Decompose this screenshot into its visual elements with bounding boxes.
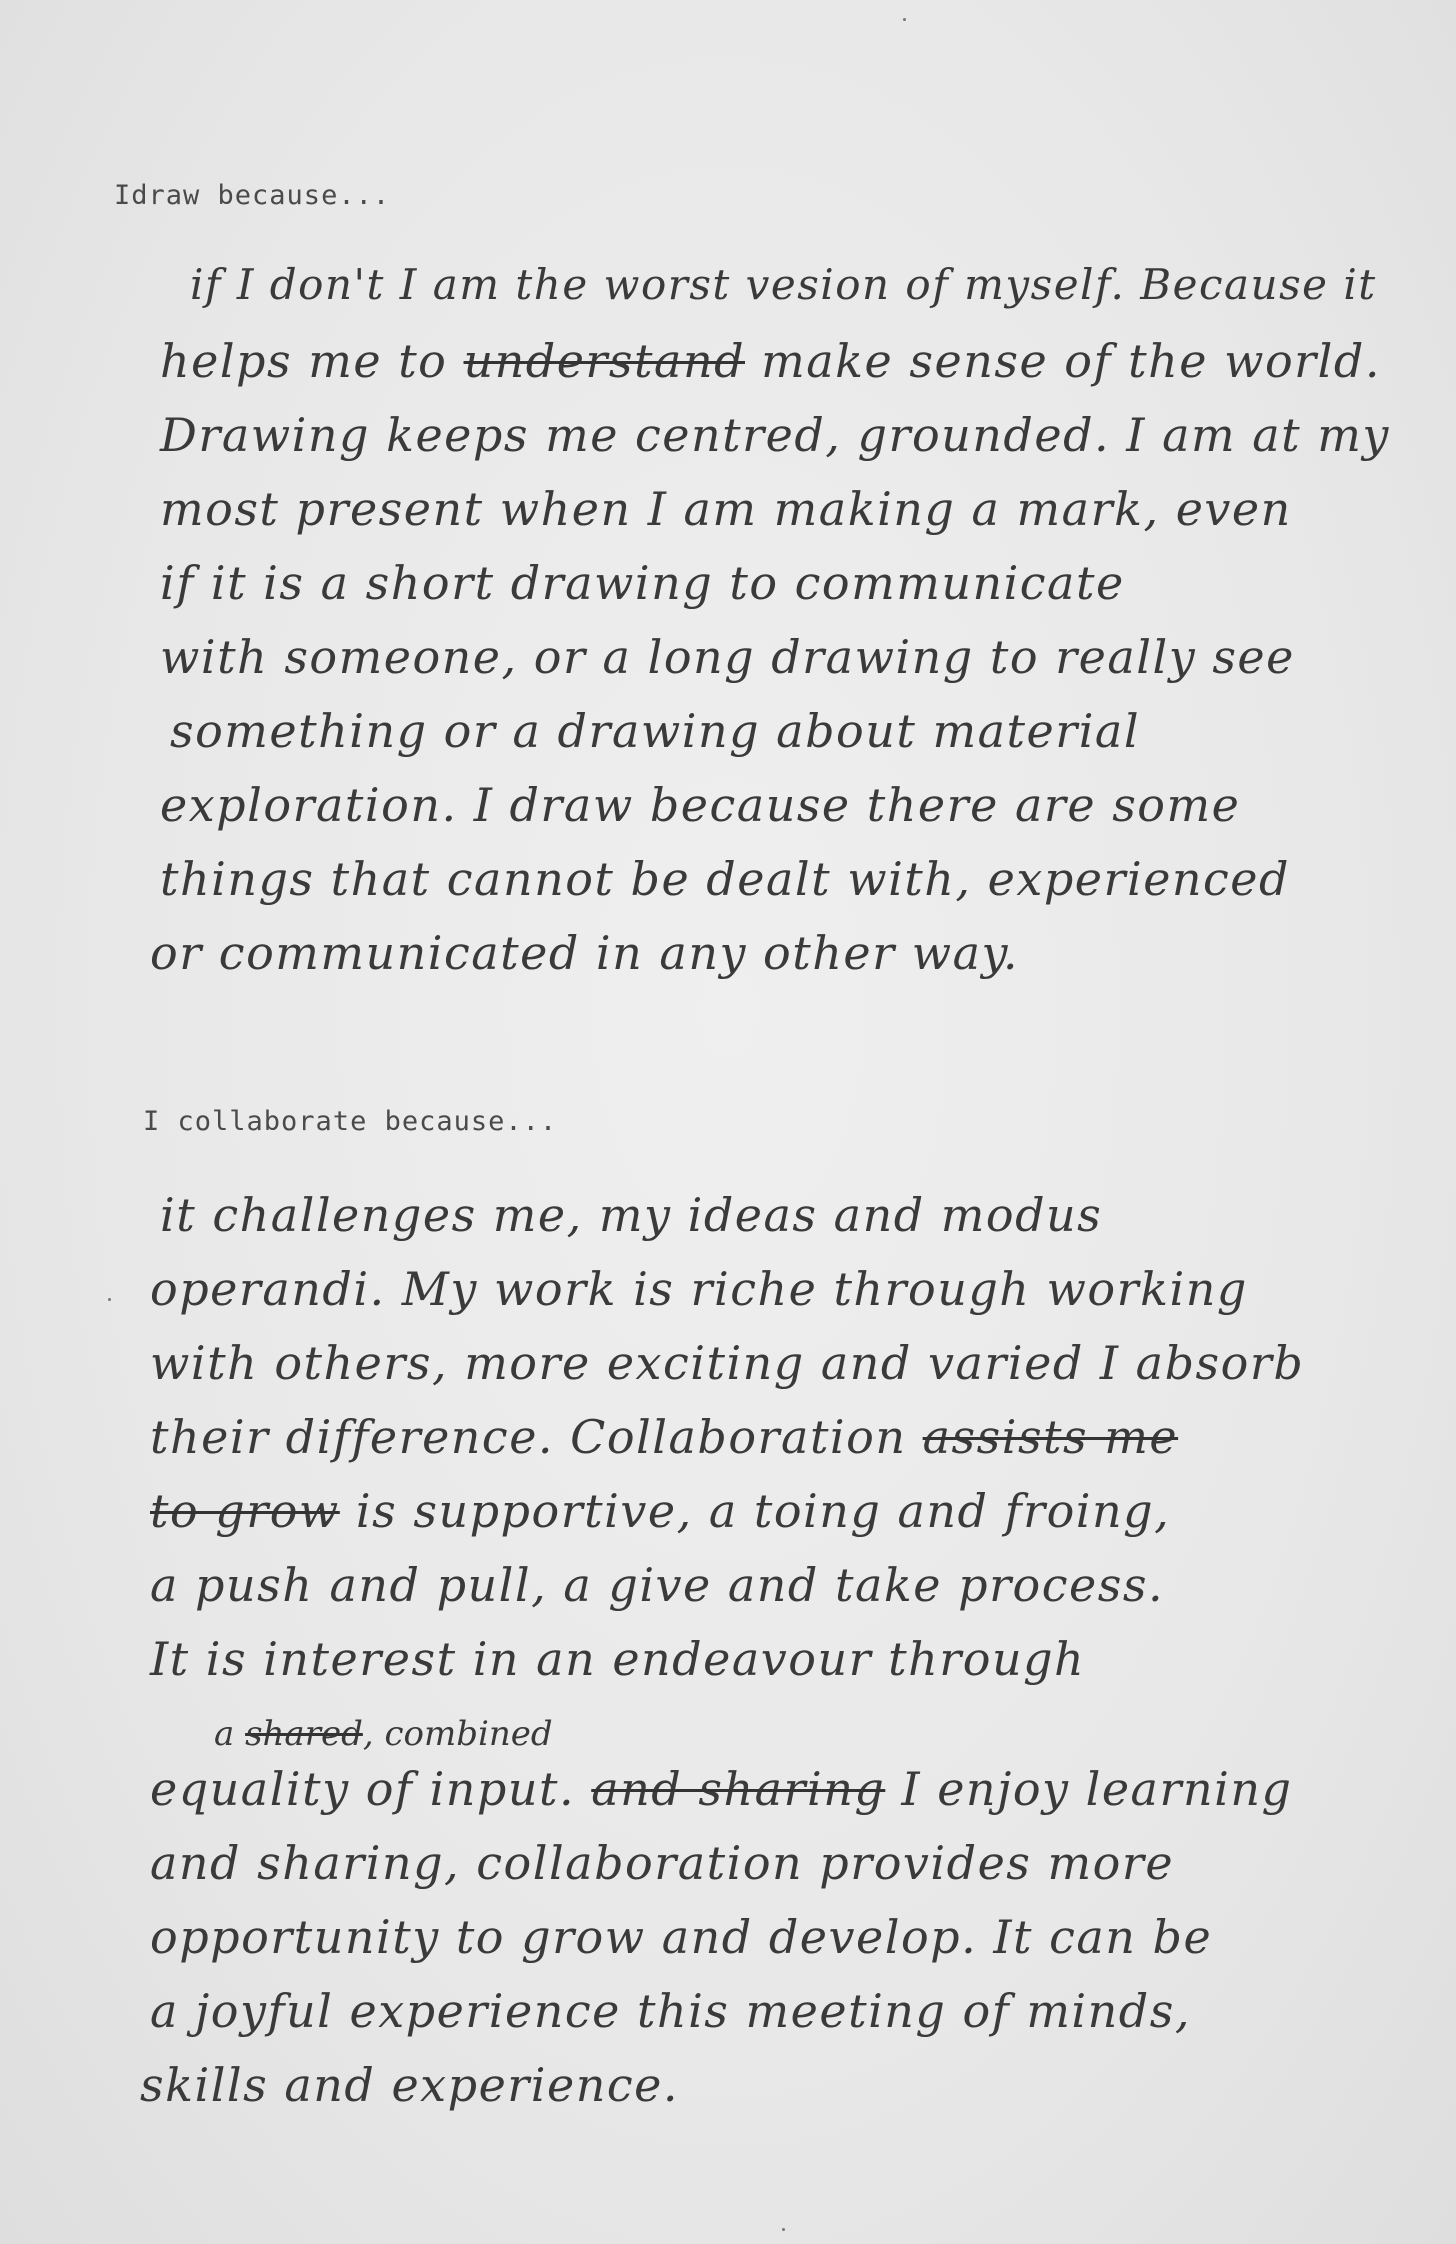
handwritten-line: if I don't I am the worst vesion of myself. Because it <box>190 260 1377 309</box>
section2-heading: I collaborate because... <box>143 1106 558 1137</box>
handwritten-line: things that cannot be dealt with, experienced <box>160 852 1290 906</box>
handwritten-line: if it is a short drawing to communicate <box>160 556 1125 610</box>
struck-word: shared <box>245 1714 363 1754</box>
line-text: equality of input. <box>150 1762 592 1816</box>
handwritten-line: with someone, or a long drawing to really see <box>160 630 1295 684</box>
line-text: helps me to <box>160 334 464 388</box>
paper-speck <box>903 18 906 21</box>
handwritten-line: It is interest in an endeavour through <box>150 1632 1086 1686</box>
handwritten-line: skills and experience. <box>140 2058 679 2112</box>
line-text: is supportive, a toing and froing, <box>339 1484 1171 1538</box>
handwritten-line <box>150 1484 1170 1538</box>
handwritten-line: and sharing, collaboration provides more <box>150 1836 1175 1890</box>
handwritten-line: with others, more exciting and varied I absorb <box>150 1336 1305 1390</box>
struck-word: to grow <box>150 1484 340 1538</box>
handwritten-line <box>150 1410 1178 1464</box>
line-text: I enjoy learning <box>885 1762 1293 1816</box>
inserted-text <box>214 1714 553 1754</box>
struck-word: assists me <box>922 1410 1179 1464</box>
struck-word: and sharing <box>591 1762 886 1816</box>
handwritten-line <box>150 1762 1292 1816</box>
line-text: a <box>214 1714 246 1754</box>
handwritten-line: it challenges me, my ideas and modus <box>160 1188 1103 1242</box>
handwritten-line: a push and pull, a give and take process. <box>150 1558 1165 1612</box>
paper-speck <box>108 1298 111 1301</box>
paper-speck <box>782 2228 785 2231</box>
line-text: their difference. Collaboration <box>150 1410 923 1464</box>
handwritten-line <box>160 334 1381 388</box>
handwritten-line: something or a drawing about material <box>170 704 1141 758</box>
struck-word: understand <box>463 334 746 388</box>
handwritten-line: a joyful experience this meeting of minds, <box>150 1984 1191 2038</box>
handwritten-line: or communicated in any other way. <box>150 926 1019 980</box>
handwritten-line: opportunity to grow and develop. It can be <box>150 1910 1213 1964</box>
section1-heading: Idraw because... <box>114 180 391 211</box>
handwritten-line: operandi. My work is riche through working <box>150 1262 1248 1316</box>
line-text: make sense of the world. <box>745 334 1381 388</box>
handwritten-line: Drawing keeps me centred, grounded. I am at my <box>160 408 1390 462</box>
line-text: , combined <box>362 1714 553 1754</box>
handwritten-line: most present when I am making a mark, even <box>160 482 1292 536</box>
handwritten-line: exploration. I draw because there are some <box>160 778 1241 832</box>
